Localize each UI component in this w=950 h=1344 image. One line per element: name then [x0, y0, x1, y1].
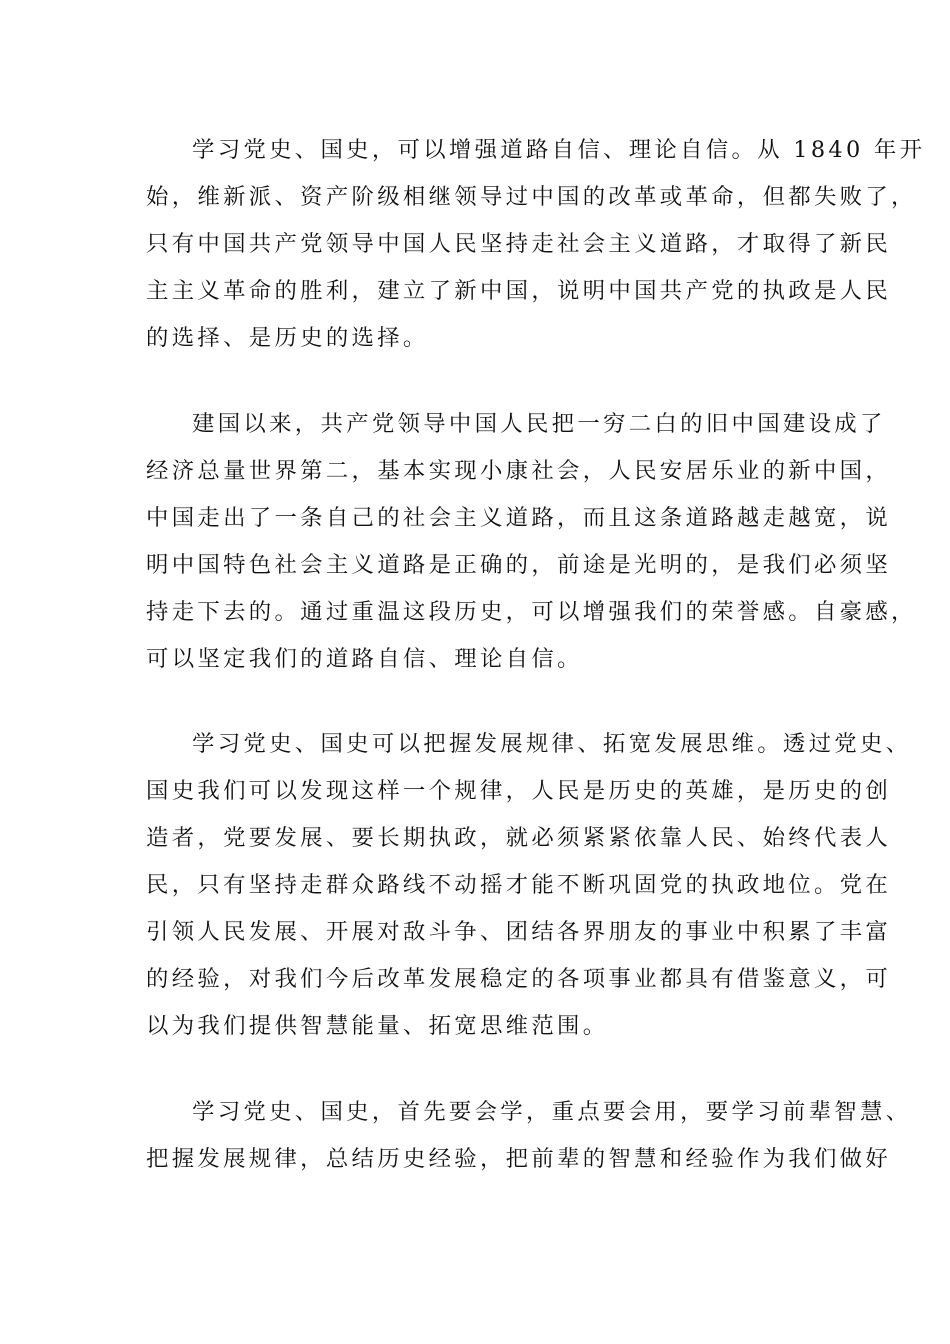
paragraph-line: 经济总量世界第二，基本实现小康社会，人民安居乐业的新中国，: [146, 458, 892, 484]
paragraph-confidence: [146, 127, 926, 362]
paragraph-line: 民，只有坚持走群众路线不动摇才能不断巩固党的执政地位。党在: [146, 872, 892, 898]
paragraph-line: 主主义革命的胜利，建立了新中国，说明中国共产党的执政是人民: [146, 278, 892, 304]
paragraph-line: 引领人民发展、开展对敌斗争、团结各界朋友的事业中积累了丰富: [146, 919, 892, 945]
paragraph-line: 的经验，对我们今后改革发展稳定的各项事业都具有借鉴意义，可: [146, 966, 892, 992]
paragraph-line: 造者，党要发展、要长期执政，就必须紧紧依靠人民、始终代表人: [146, 825, 892, 851]
paragraph-development-rules: [146, 721, 912, 1050]
paragraph-line: 学习党史、国史，可以增强道路自信、理论自信。从 1840 年开: [192, 137, 926, 163]
paragraph-line: 持走下去的。通过重温这段历史，可以增强我们的荣誉感。自豪感，: [146, 599, 917, 625]
paragraph-line: 把握发展规律，总结历史经验，把前辈的智慧和经验作为我们做好: [146, 1146, 892, 1172]
paragraph-line: 建国以来，共产党领导中国人民把一穷二白的旧中国建设成了: [192, 411, 886, 437]
paragraph-line: 可以坚定我们的道路自信、理论自信。: [146, 646, 583, 672]
paragraph-line: 学习党史、国史，首先要会学，重点要会用，要学习前辈智慧、: [192, 1099, 912, 1125]
paragraph-line: 中国走出了一条自己的社会主义道路，而且这条道路越走越宽，说: [146, 505, 892, 531]
paragraph-since-founding: [146, 401, 917, 683]
paragraph-line: 学习党史、国史可以把握发展规律、拓宽发展思维。透过党史、: [192, 731, 912, 757]
paragraph-learn-and-apply: [146, 1089, 912, 1183]
paragraph-line: 只有中国共产党领导中国人民坚持走社会主义道路，才取得了新民: [146, 231, 892, 257]
paragraph-line: 明中国特色社会主义道路是正确的，前途是光明的，是我们必须坚: [146, 552, 892, 578]
paragraph-line: 始，维新派、资产阶级相继领导过中国的改革或革命，但都失败了，: [146, 184, 917, 210]
paragraph-line: 国史我们可以发现这样一个规律，人民是历史的英雄，是历史的创: [146, 778, 892, 804]
paragraph-line: 以为我们提供智慧能量、拓宽思维范围。: [146, 1013, 609, 1039]
paragraph-line: 的选择、是历史的选择。: [146, 325, 429, 351]
